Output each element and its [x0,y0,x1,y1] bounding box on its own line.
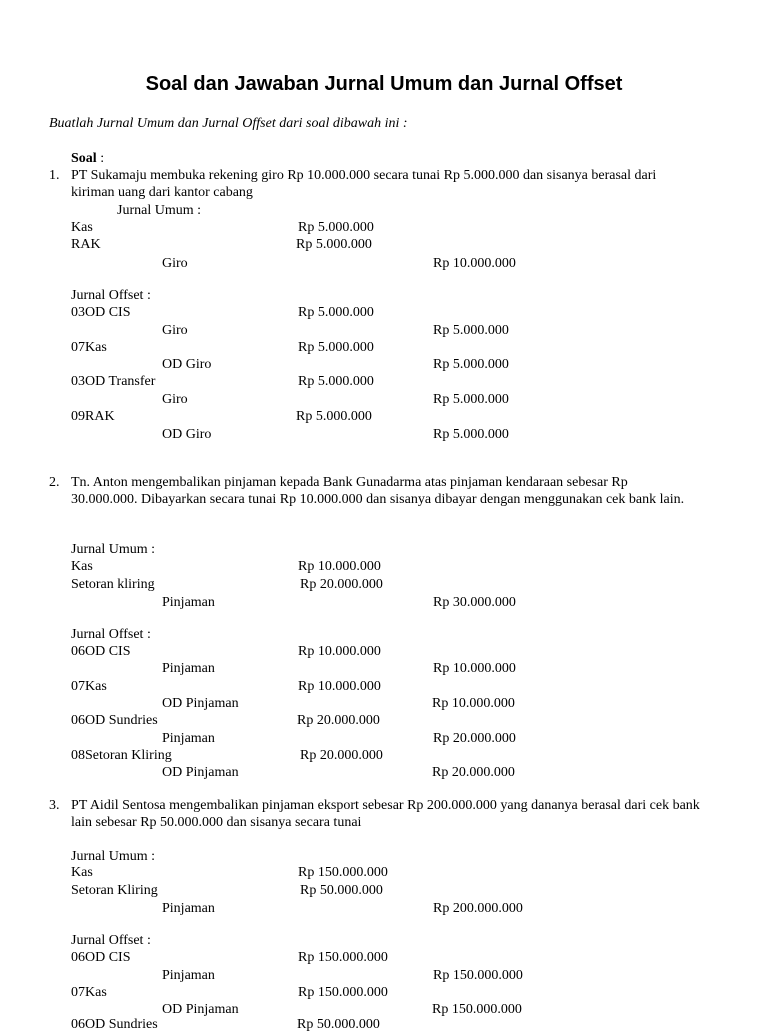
umum-debit: Rp 5.000.000 [296,237,372,252]
offset-credit: Rp 5.000.000 [433,427,509,442]
umum-account: Pinjaman [162,901,215,916]
offset-debit: Rp 5.000.000 [298,374,374,389]
problem-text: PT Aidil Sentosa mengembalikan pinjaman eksport sebesar Rp 200.000.000 yang dananya berasal dari cek bank lain sebesar Rp 50.000.000 dan sisanya secara tunai [71,798,700,830]
offset-account: 06OD Sundries [71,1017,158,1032]
page-title: Soal dan Jawaban Jurnal Umum dan Jurnal Offset [145,73,623,95]
offset-credit: Rp 10.000.000 [433,661,516,676]
umum-credit: Rp 30.000.000 [433,595,516,610]
umum-account: Kas [71,220,93,235]
problem-text: PT Sukamaju membuka rekening giro Rp 10.000.000 secara tunai Rp 5.000.000 dan sisanya berasal dari kiriman uang dari kantor cabang [71,168,657,200]
offset-account: 08Setoran Kliring [71,748,172,763]
offset-debit: Rp 50.000.000 [297,1017,380,1032]
umum-account: RAK [71,237,101,252]
jurnal-umum-label: Jurnal Umum : [71,542,155,557]
offset-credit: Rp 10.000.000 [432,696,515,711]
offset-account: Pinjaman [162,661,215,676]
umum-debit: Rp 20.000.000 [300,577,383,592]
offset-debit: Rp 5.000.000 [296,409,372,424]
offset-debit: Rp 5.000.000 [298,305,374,320]
umum-debit: Rp 150.000.000 [298,865,388,880]
offset-account: Pinjaman [162,731,215,746]
offset-credit: Rp 5.000.000 [433,392,509,407]
problem-number: 2. [49,475,60,490]
offset-debit: Rp 150.000.000 [298,985,388,1000]
soal-colon: : [96,151,105,166]
problem-number: 3. [49,798,60,813]
offset-account: 06OD CIS [71,644,131,659]
offset-account: 07Kas [71,985,107,1000]
umum-account: Pinjaman [162,595,215,610]
offset-credit: Rp 20.000.000 [432,765,515,780]
offset-account: OD Giro [162,427,212,442]
umum-account: Kas [71,865,93,880]
offset-account: OD Pinjaman [162,696,239,711]
soal-label: Soal [71,151,97,166]
offset-debit: Rp 10.000.000 [298,679,381,694]
soal-heading [71,150,104,167]
offset-credit: Rp 20.000.000 [433,731,516,746]
umum-credit: Rp 200.000.000 [433,901,523,916]
umum-account: Giro [162,256,188,271]
offset-credit: Rp 150.000.000 [432,1002,522,1017]
umum-account: Setoran Kliring [71,883,158,898]
offset-account: 07Kas [71,340,107,355]
offset-account: OD Pinjaman [162,765,239,780]
jurnal-offset-label: Jurnal Offset : [71,933,151,948]
offset-account: 06OD CIS [71,950,131,965]
umum-account: Setoran kliring [71,577,155,592]
offset-account: 09RAK [71,409,115,424]
jurnal-offset-label: Jurnal Offset : [71,288,151,303]
offset-credit: Rp 5.000.000 [433,323,509,338]
offset-account: 03OD CIS [71,305,131,320]
offset-credit: Rp 5.000.000 [433,357,509,372]
umum-account: Kas [71,559,93,574]
offset-credit: Rp 150.000.000 [433,968,523,983]
offset-account: OD Pinjaman [162,1002,239,1017]
jurnal-offset-label: Jurnal Offset : [71,627,151,642]
jurnal-umum-label: Jurnal Umum : [71,849,155,864]
intro-instruction: Buatlah Jurnal Umum dan Jurnal Offset dari soal dibawah ini : [49,116,408,131]
jurnal-umum-label: Jurnal Umum : [117,203,201,218]
umum-debit: Rp 50.000.000 [300,883,383,898]
offset-debit: Rp 20.000.000 [300,748,383,763]
offset-account: 06OD Sundries [71,713,158,728]
umum-debit: Rp 10.000.000 [298,559,381,574]
offset-account: OD Giro [162,357,212,372]
problem-number: 1. [49,168,60,183]
offset-debit: Rp 20.000.000 [297,713,380,728]
umum-credit: Rp 10.000.000 [433,256,516,271]
offset-debit: Rp 5.000.000 [298,340,374,355]
offset-debit: Rp 150.000.000 [298,950,388,965]
offset-account: Pinjaman [162,968,215,983]
offset-account: 07Kas [71,679,107,694]
problem-text: Tn. Anton mengembalikan pinjaman kepada Bank Gunadarma atas pinjaman kendaraan sebesar Rp 30.000.000. Dibayarkan secara tunai Rp 10.000.000 dan sisanya dibayar dengan menggunakan cek bank lain. [71,475,685,507]
offset-account: Giro [162,392,188,407]
offset-account: 03OD Transfer [71,374,156,389]
offset-debit: Rp 10.000.000 [298,644,381,659]
umum-debit: Rp 5.000.000 [298,220,374,235]
offset-account: Giro [162,323,188,338]
